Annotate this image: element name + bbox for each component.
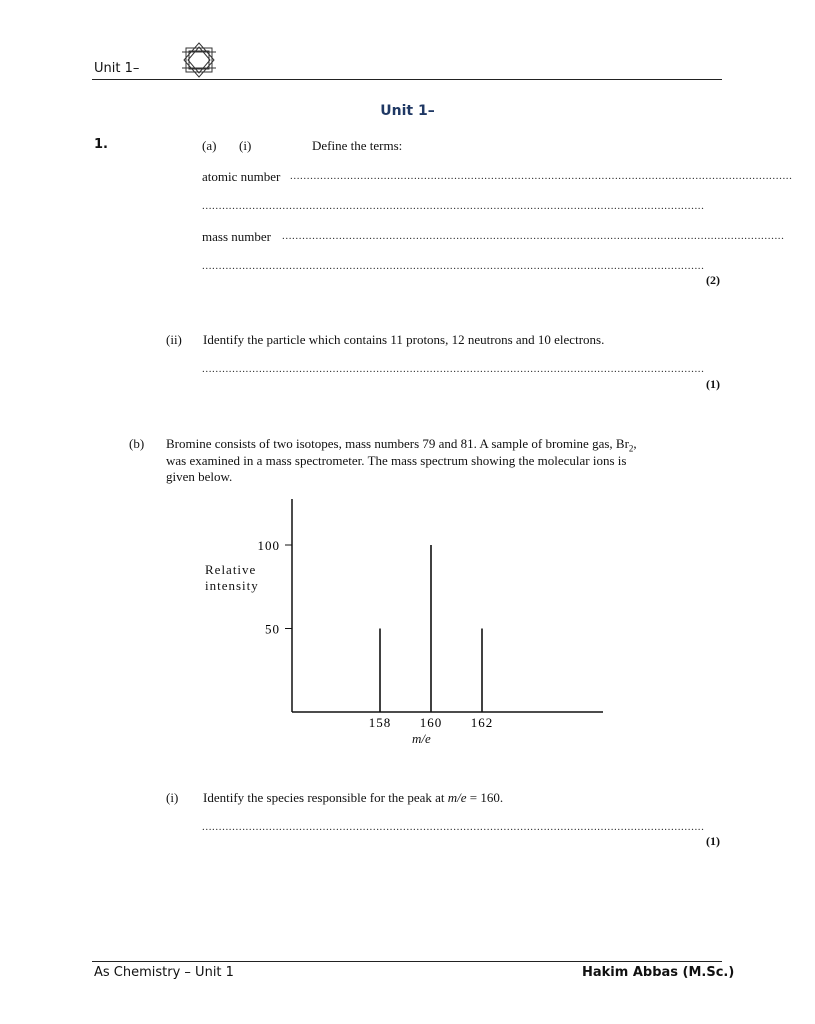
marks-b-i: (1) xyxy=(706,834,720,848)
x-axis-label: m/e xyxy=(412,731,431,746)
answer-line[interactable]: ...................................................................................................................................................... xyxy=(282,230,785,242)
footer-right: Hakim Abbas (M.Sc.) xyxy=(582,965,735,980)
marks-a-i: (2) xyxy=(706,273,720,287)
answer-line[interactable]: ...................................................................................................................................................... xyxy=(202,200,705,212)
part-b-sub-i-label: (i) xyxy=(166,790,179,805)
x-tick-label: 160 xyxy=(419,715,443,730)
prompt-text-end: = 160. xyxy=(466,790,504,805)
answer-line[interactable]: ...................................................................................................................................................... xyxy=(202,363,705,375)
page-title: Unit 1– xyxy=(380,103,435,119)
x-tick-label: 158 xyxy=(368,715,392,730)
answer-line[interactable]: ...................................................................................................................................................... xyxy=(202,260,705,272)
footer-rule xyxy=(92,961,722,962)
part-b-label: (b) xyxy=(129,436,145,451)
part-b-text-line2: was examined in a mass spectrometer. The mass spectrum showing the molecular ions is xyxy=(166,453,627,468)
answer-line[interactable]: ...................................................................................................................................................... xyxy=(202,821,705,833)
x-tick-label: 162 xyxy=(470,715,494,730)
prompt-text: Identify the species responsible for the peak at xyxy=(203,790,448,805)
part-b-comma: , xyxy=(633,436,637,451)
marks-a-ii: (1) xyxy=(706,377,720,391)
term-atomic-number: atomic number xyxy=(202,169,281,184)
header-unit: Unit 1– xyxy=(94,61,140,76)
footer-left: As Chemistry – Unit 1 xyxy=(94,965,234,980)
part-b-text: Bromine consists of two isotopes, mass numbers 79 and 81. A sample of bromine gas, Br xyxy=(166,436,629,451)
y-tick-label: 100 xyxy=(257,538,280,553)
term-mass-number: mass number xyxy=(202,229,271,244)
question-number: 1. xyxy=(94,137,108,152)
subscript: 2 xyxy=(628,443,634,454)
sub-ii-label: (ii) xyxy=(166,332,182,347)
part-b-text-line3: given below. xyxy=(166,469,233,484)
identify-particle-prompt: Identify the particle which contains 11 protons, 12 neutrons and 10 electrons. xyxy=(203,332,605,347)
sub-i-label: (i) xyxy=(239,138,252,153)
y-tick-label: 50 xyxy=(265,621,280,637)
part-a-label: (a) xyxy=(202,138,217,153)
y-axis-label-line2: intensity xyxy=(205,578,259,593)
prompt-variable: m/e xyxy=(447,790,467,805)
answer-line[interactable]: ...................................................................................................................................................... xyxy=(290,170,793,182)
identify-species-prompt xyxy=(203,790,503,806)
y-axis-label-line1: Relative xyxy=(205,562,257,577)
define-prompt: Define the terms: xyxy=(312,138,403,153)
